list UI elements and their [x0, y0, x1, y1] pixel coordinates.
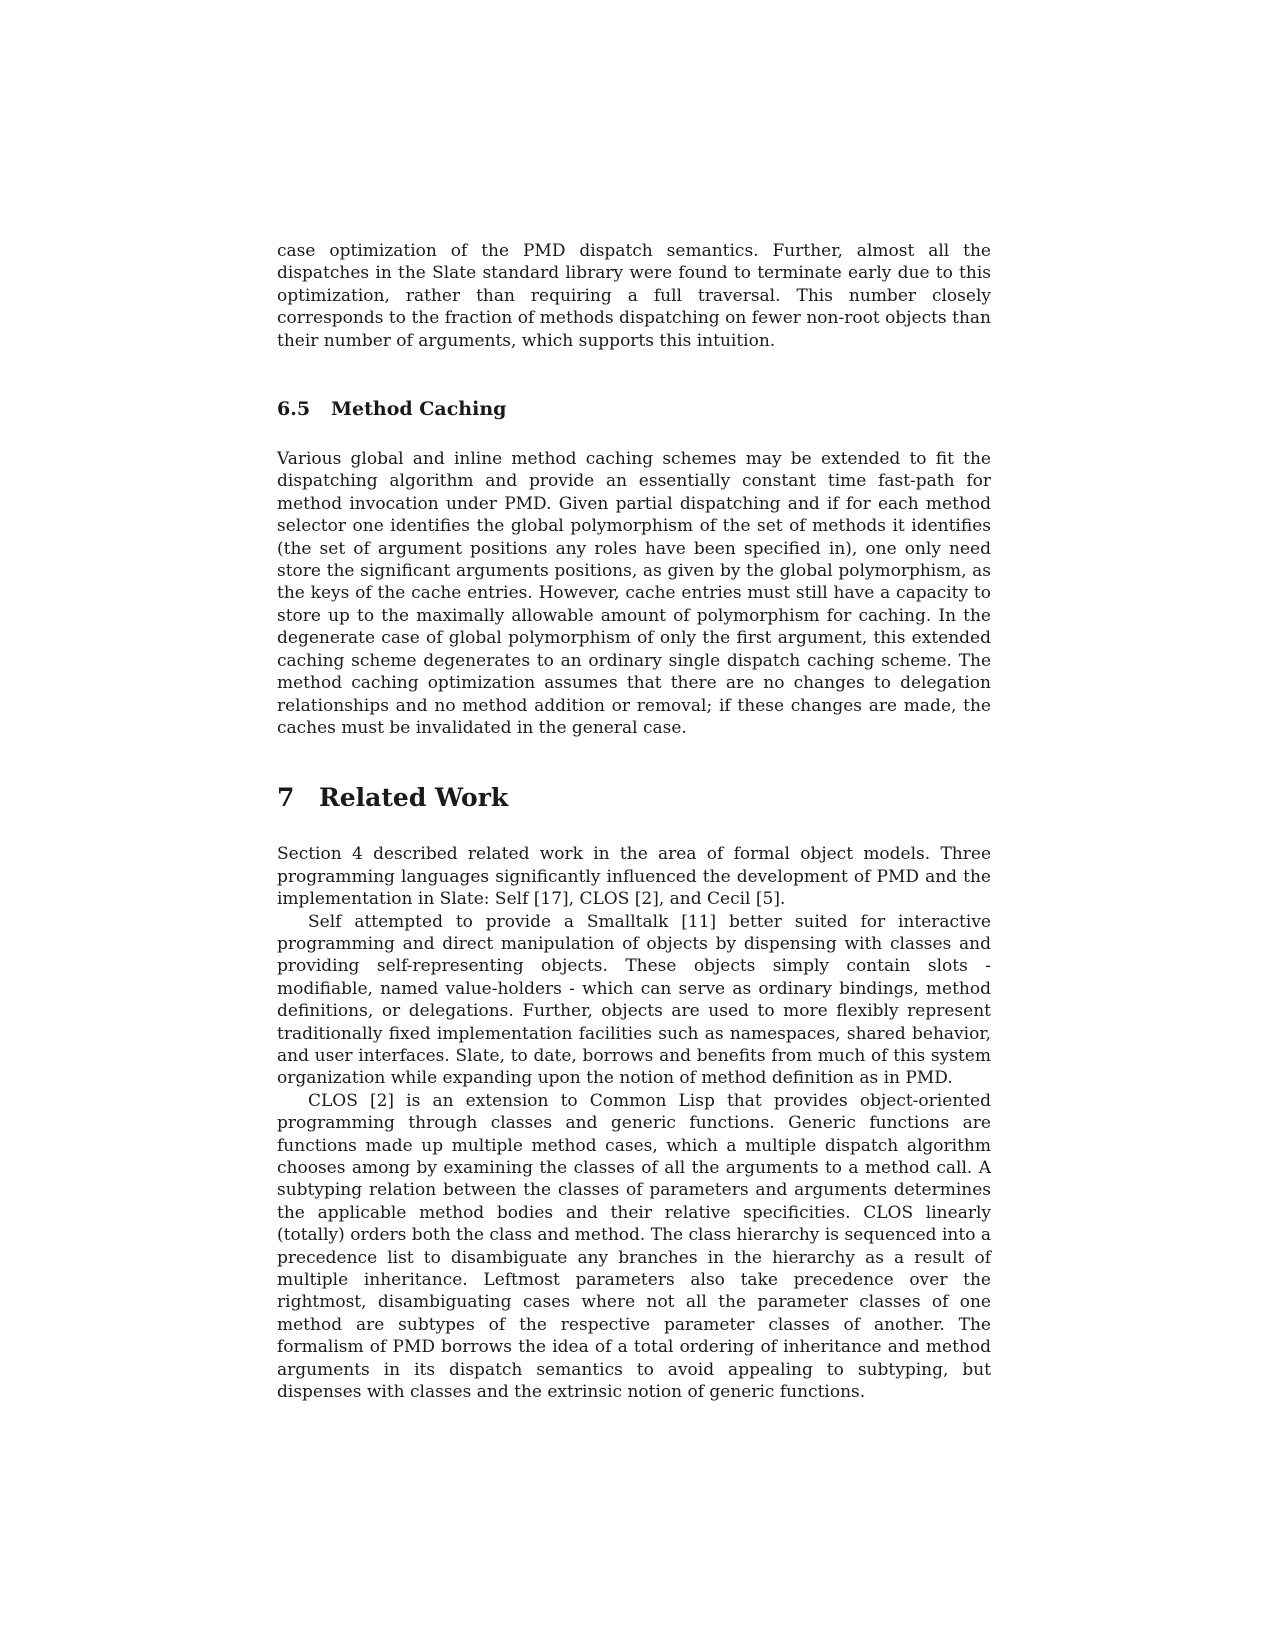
- paragraph-related-work-intro: Section 4 described related work in the area of formal object models. Three programming languages significantly influenced the development of PMD and the implementation in Slate: Self [17], CLOS [2], and Cecil [5].: [277, 844, 991, 910]
- paragraph-clos: CLOS [2] is an extension to Common Lisp that provides object-oriented programming through classes and generic functions. Generic functions are functions made up multiple method cases, which a multiple dispatch algorithm chooses among by examining the classes of all the arguments to a method call. A subtyping relation between the classes of parameters and arguments determines the applicable method bodies and their relative specificities. CLOS linearly (totally) orders both the class and method. The class hierarchy is sequenced into a precedence list to disambiguate any branches in the hierarchy as a result of multiple inheritance. Leftmost parameters also take precedence over the rightmost, disambiguating cases where not all the parameter classes of one method are subtypes of the respective parameter classes of another. The formalism of PMD borrows the idea of a total ordering of inheritance and method arguments in its dispatch semantics to avoid appealing to subtyping, but dispenses with classes and the extrinsic notion of generic functions.: [277, 1090, 991, 1403]
- paragraph-method-caching: Various global and inline method caching schemes may be extended to fit the dispatching algorithm and provide an essentially constant time fast-path for method invocation under PMD. Given partial dispatching and if for each method selector one identifies the global polymorphism of the set of methods it identifies (the set of argument positions any roles have been specified in), one only need store the significant arguments positions, as given by the global polymorphism, as the keys of the cache entries. However, cache entries must still have a capacity to store up to the maximally allowable amount of polymorphism for caching. In the degenerate case of global polymorphism of only the first argument, this extended caching scheme degenerates to an ordinary single dispatch caching scheme. The method caching optimization assumes that there are no changes to delegation relationships and no method addition or removal; if these changes are made, the caches must be invalidated in the general case.: [277, 449, 991, 738]
- paragraph-dispatch-optimization: case optimization of the PMD dispatch semantics. Further, almost all the dispatches in the Slate standard library were found to terminate early due to this optimization, rather than requiring a full traversal. This number closely corresponds to the fraction of methods dispatching on fewer non-root objects than their number of arguments, which supports this intuition.: [277, 241, 991, 351]
- section-heading-related-work: [277, 783, 991, 813]
- section-number: 7: [277, 783, 295, 813]
- subsection-number: 6.5: [277, 398, 311, 421]
- paragraph-self: Self attempted to provide a Smalltalk [11] better suited for interactive programming and direct manipulation of objects by dispensing with classes and providing self-representing objects. These objects simply contain slots - modifiable, named value-holders - which can serve as ordinary bindings, method definitions, or delegations. Further, objects are used to more flexibly represent traditionally fixed implementation facilities such as namespaces, shared behavior, and user interfaces. Slate, to date, borrows and benefits from much of this system organization while expanding upon the notion of method definition as in PMD.: [277, 911, 991, 1089]
- subsection-title: Method Caching: [331, 398, 507, 421]
- subsection-heading-method-caching: [277, 397, 991, 421]
- page-body: [277, 240, 991, 1403]
- section-title: Related Work: [319, 783, 509, 813]
